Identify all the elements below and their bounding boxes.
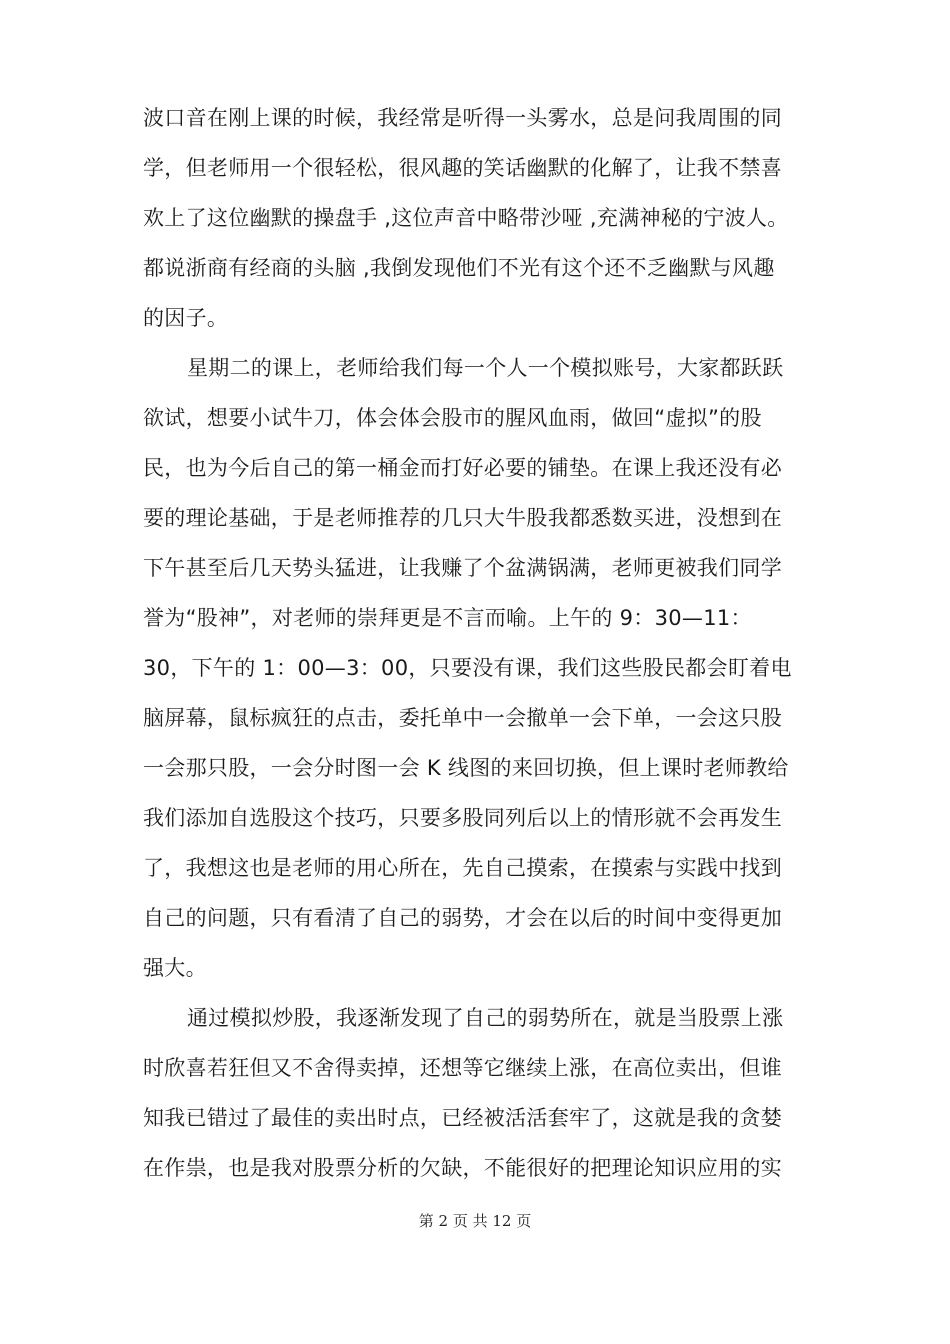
text-line: 都说浙商有经商的头脑 ,我倒发现他们不光有这个还不乏幽默与风趣 xyxy=(143,256,775,280)
text-line: 了，我想这也是老师的用心所在，先自己摸索，在摸索与实践中找到 xyxy=(143,856,782,880)
text-line: 要的理论基础，于是老师推荐的几只大牛股我都悉数买进，没想到在 xyxy=(143,506,782,530)
page-number-footer: 第 2 页 共 12 页 xyxy=(418,1212,532,1230)
text-line: 脑屏幕，鼠标疯狂的点击，委托单中一会撤单一会下单，一会这只股 xyxy=(143,706,782,730)
text-line: 欢上了这位幽默的操盘手 ,这位声音中略带沙哑 ,充满神秘的宁波人。 xyxy=(143,206,789,230)
text-line: 民，也为今后自己的第一桶金而打好必要的铺垫。在课上我还没有必 xyxy=(143,456,782,480)
text-line: 下午甚至后几天势头猛进，让我赚了个盆满锅满，老师更被我们同学 xyxy=(143,556,782,580)
text-line: 通过模拟炒股，我逐渐发现了自己的弱势所在，就是当股票上涨 xyxy=(187,1006,784,1030)
text-line: 学，但老师用一个很轻松，很风趣的笑话幽默的化解了，让我不禁喜 xyxy=(143,156,782,180)
text-line: 在作祟，也是我对股票分析的欠缺，不能很好的把理论知识应用的实 xyxy=(143,1156,782,1180)
text-line: 欲试，想要小试牛刀，体会体会股市的腥风血雨，做回“虚拟”的股 xyxy=(143,406,762,430)
text-line: 知我已错过了最佳的卖出时点，已经被活活套牢了，这就是我的贪婪 xyxy=(143,1106,782,1130)
text-line: 我们添加自选股这个技巧，只要多股同列后以上的情形就不会再发生 xyxy=(143,806,782,830)
body-text xyxy=(143,93,823,1193)
text-line: 誉为“股神”，对老师的崇拜更是不言而喻。上午的 9：30—11： xyxy=(143,606,752,630)
text-line: 强大。 xyxy=(143,956,207,980)
text-line: 30，下午的 1：00—3：00，只要没有课，我们这些股民都会盯着电 xyxy=(143,656,792,680)
text-line: 时欣喜若狂但又不舍得卖掉，还想等它继续上涨，在高位卖出，但谁 xyxy=(143,1056,782,1080)
text-line: 波口音在刚上课的时候，我经常是听得一头雾水，总是问我周围的同 xyxy=(143,106,782,130)
text-line: 自己的问题，只有看清了自己的弱势，才会在以后的时间中变得更加 xyxy=(143,906,782,930)
text-line: 的因子。 xyxy=(143,306,229,330)
text-line: 一会那只股，一会分时图一会 K 线图的来回切换，但上课时老师教给 xyxy=(143,756,789,780)
text-line: 星期二的课上，老师给我们每一个人一个模拟账号，大家都跃跃 xyxy=(187,356,784,380)
